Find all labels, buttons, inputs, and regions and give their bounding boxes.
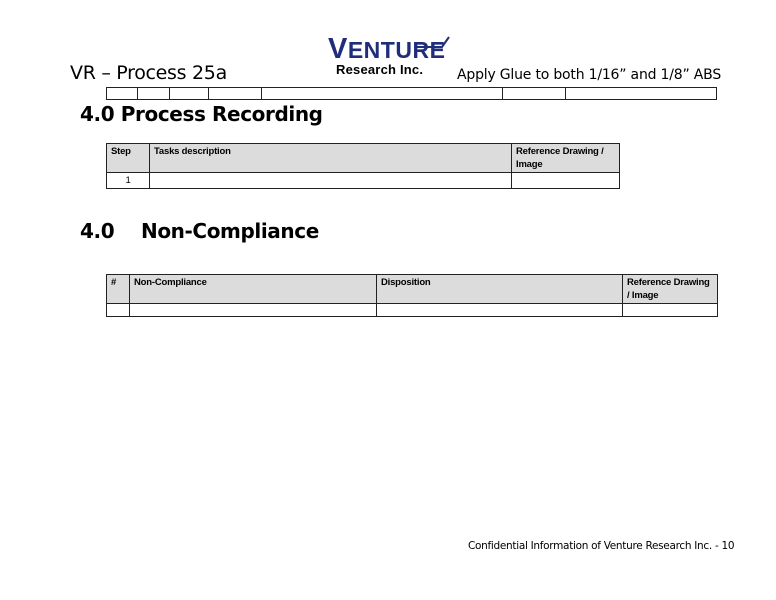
column-header-reference: Reference Drawing / Image — [512, 144, 620, 173]
document-process-title: VR – Process 25a — [70, 62, 227, 84]
section-title-process-recording: 4.0 Process Recording — [80, 102, 323, 126]
reference-cell[interactable] — [512, 173, 620, 189]
table-header-row — [107, 144, 620, 173]
strip-divider — [137, 88, 138, 99]
strip-divider — [502, 88, 503, 99]
strip-divider — [208, 88, 209, 99]
step-number-cell[interactable]: 1 — [107, 173, 150, 189]
process-recording-table — [106, 143, 620, 189]
page-footer: Confidential Information of Venture Research Inc. - 10 — [468, 540, 735, 552]
column-header-tasks: Tasks description — [150, 144, 512, 173]
column-header-reference: Reference Drawing / Image — [623, 275, 718, 304]
column-header-disposition: Disposition — [377, 275, 623, 304]
table-row — [107, 304, 718, 317]
number-cell[interactable] — [107, 304, 130, 317]
table-header-row — [107, 275, 718, 304]
logo-wordmark: VENTURE — [328, 33, 446, 65]
noncompliance-table — [106, 274, 718, 317]
strip-divider — [169, 88, 170, 99]
reference-cell[interactable] — [623, 304, 718, 317]
disposition-cell[interactable] — [377, 304, 623, 317]
section-title-noncompliance: Non-Compliance — [141, 219, 319, 243]
strip-divider — [565, 88, 566, 99]
column-header-step: Step — [107, 144, 150, 173]
noncompliance-cell[interactable] — [130, 304, 377, 317]
table-row — [107, 173, 620, 189]
logo-subtitle: Research Inc. — [336, 62, 424, 77]
column-header-noncompliance: Non-Compliance — [130, 275, 377, 304]
section-number-noncompliance: 4.0 — [80, 219, 115, 243]
task-description-cell[interactable] — [150, 173, 512, 189]
strip-divider — [261, 88, 262, 99]
venture-research-logo — [328, 35, 450, 81]
logo-swoosh-icon — [416, 35, 450, 49]
document-task-title: Apply Glue to both 1/16” and 1/8” ABS — [457, 67, 722, 83]
column-header-number: # — [107, 275, 130, 304]
header-info-strip — [106, 87, 717, 100]
